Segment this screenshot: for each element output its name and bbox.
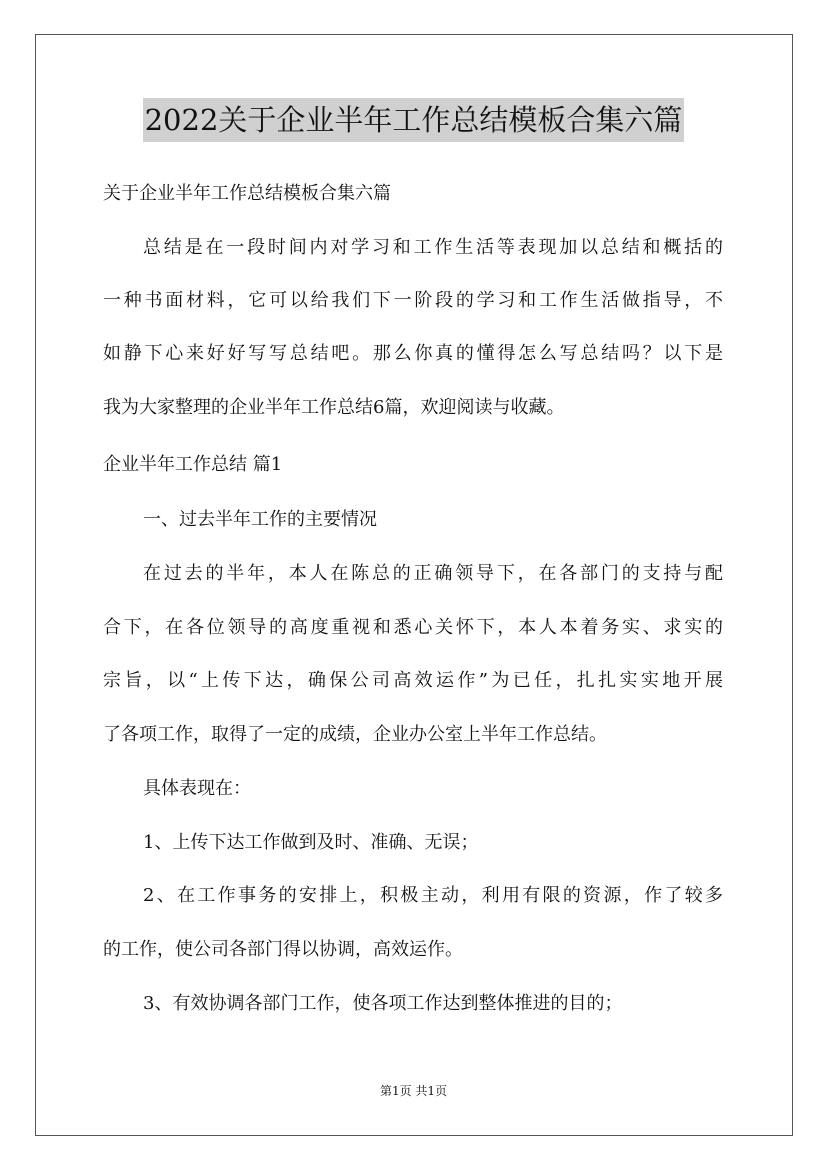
title-container <box>0 98 827 142</box>
paragraph-line: 总结是在一段时间内对学习和工作生活等表现加以总结和概括的 <box>143 237 723 258</box>
paragraph-line: 合下，在各位领导的高度重视和悉心关怀下，本人本着务实、求实的 <box>103 617 723 638</box>
list-item-continuation: 的工作，使公司各部门得以协调，高效运作。 <box>103 939 463 960</box>
subsection-heading: 一、过去半年工作的主要情况 <box>143 509 377 530</box>
list-item: 1、上传下达工作做到及时、准确、无误； <box>143 832 479 853</box>
list-item: 2、在工作事务的安排上，积极主动，利用有限的资源，作了较多 <box>143 885 723 906</box>
paragraph-line: 了各项工作，取得了一定的成绩，企业办公室上半年工作总结。 <box>103 724 607 745</box>
page-number-footer: 第1页 共1页 <box>379 1084 448 1098</box>
paragraph-line: 在过去的半年，本人在陈总的正确领导下，在各部门的支持与配 <box>143 563 723 584</box>
document-title: 2022关于企业半年工作总结模板合集六篇 <box>143 98 685 142</box>
paragraph-line: 如静下心来好好写写总结吧。那么你真的懂得怎么写总结吗？以下是 <box>103 343 723 364</box>
list-intro: 具体表现在： <box>143 778 251 799</box>
section-heading: 企业半年工作总结 篇1 <box>103 454 283 475</box>
paragraph-line: 我为大家整理的企业半年工作总结6篇，欢迎阅读与收藏。 <box>103 397 565 418</box>
subtitle-line: 关于企业半年工作总结模板合集六篇 <box>103 183 391 204</box>
list-item: 3、有效协调各部门工作，使各项工作达到整体推进的目的； <box>143 993 623 1014</box>
paragraph-line: 宗旨，以“上传下达，确保公司高效运作”为已任，扎扎实实地开展 <box>103 670 723 691</box>
paragraph-line: 一种书面材料，它可以给我们下一阶段的学习和工作生活做指导，不 <box>103 290 723 311</box>
